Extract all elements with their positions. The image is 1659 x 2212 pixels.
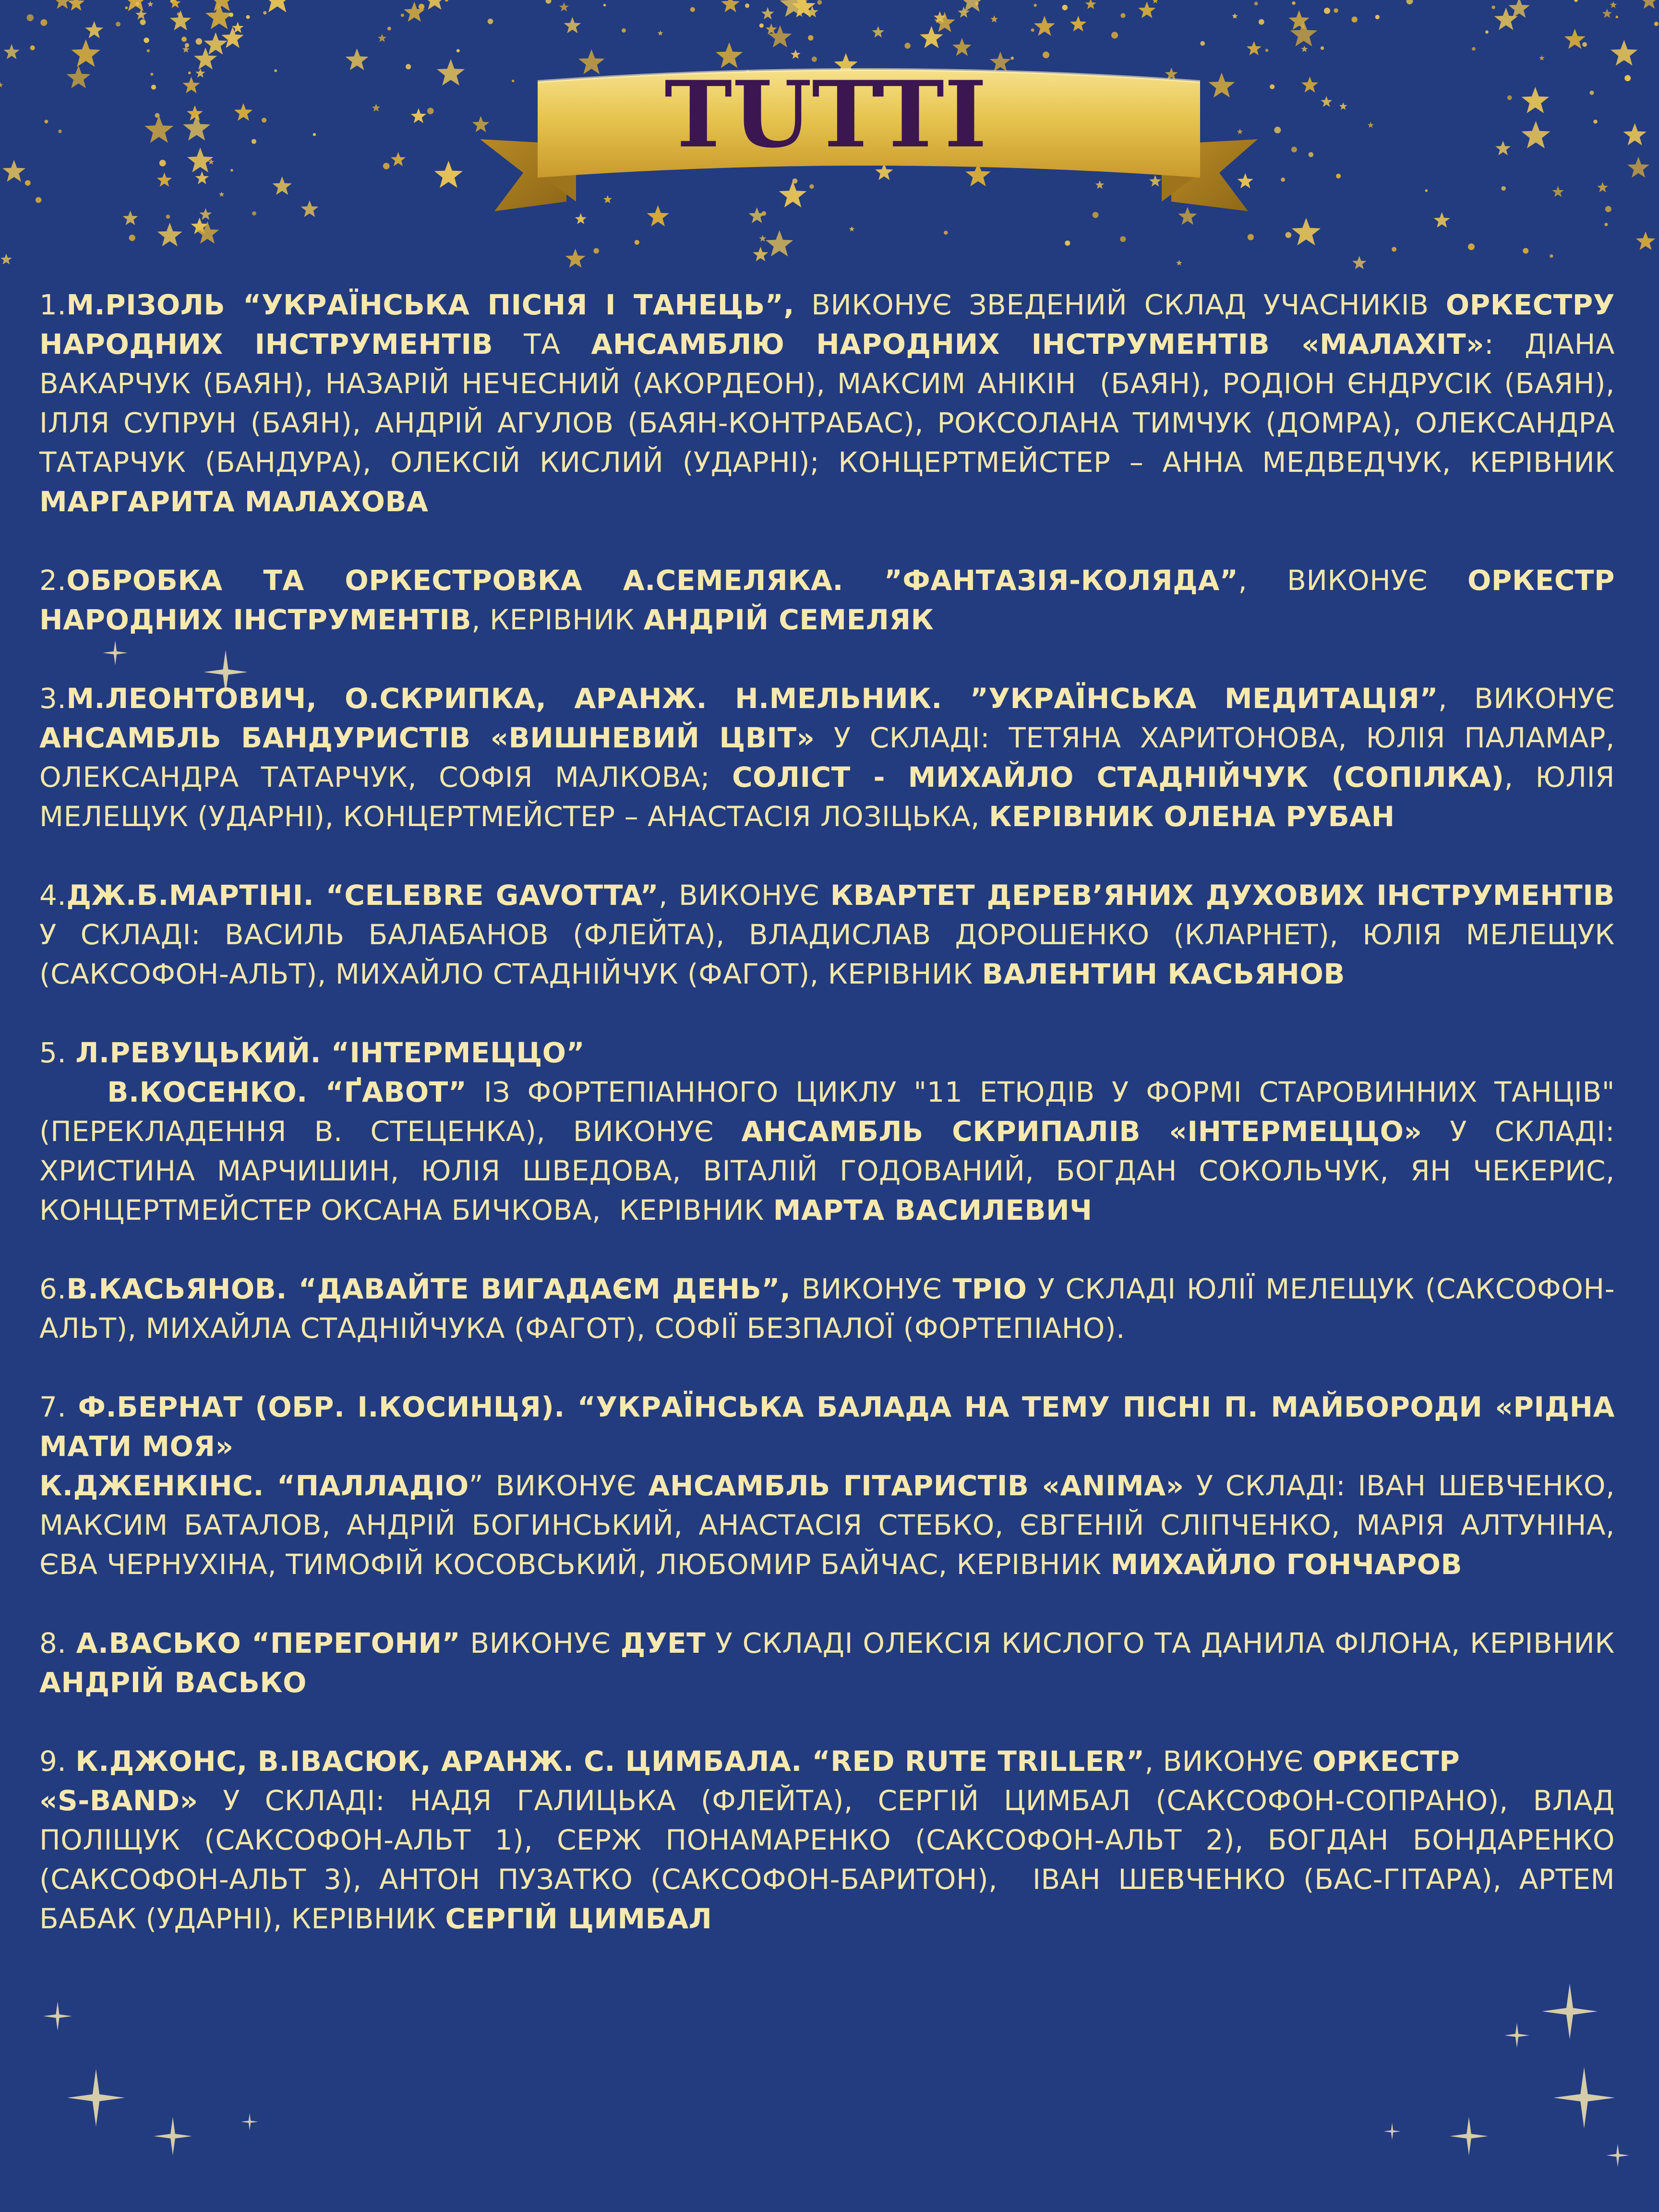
- gold-star: [1010, 57, 1014, 60]
- program-text: У СКЛАДІ: НАДЯ ГАЛИЦЬКА (ФЛЕЙТА), СЕРГІЙ ЦИМБАЛ (САКСОФОН-СОПРАНО), ВЛАД ПОЛІЩУК (САКСОФОН-АЛЬТ 1), СЕРЖ ПОНАМАРЕНКО (САКСОФОН-АЛЬТ 2), БОГДАН БОНДАРЕНКО (САКСОФОН-АЛЬТ 3), АНТОН ПУЗАТКО (САКСОФОН-БАРИТОН), ІВАН ШЕВЧЕНКО (БАС-ГІТАРА), АРТЕМ БАБАК (УДАРНІ), КЕРІВНИК: [39, 1784, 1624, 1935]
- sparkle-star: [1383, 2123, 1401, 2140]
- gold-star: [1590, 91, 1594, 95]
- sparkle-star: [241, 2113, 258, 2130]
- gold-star: [1200, 41, 1205, 46]
- program-text: У СКЛАДІ: ТЕТЯНА ХАРИТОНОВА, ЮЛІЯ ПАЛАМАР, ОЛЕКСАНДРА ТАТАРЧУК, СОФІЯ МАЛКОВА;: [39, 721, 1624, 793]
- gold-star: [1149, 175, 1161, 187]
- sparkle-star: [1606, 2144, 1629, 2167]
- program-text: , ЮЛІЯ МЕЛЕЩУК (УДАРНІ), КОНЦЕРТМЕЙСТЕР – АНАСТАСІЯ ЛОЗІЦЬКА,: [39, 761, 1624, 833]
- program-item: [39, 1033, 1624, 1230]
- program-text: : ДІАНА ВАКАРЧУК (БАЯН), НАЗАРІЙ НЕЧЕСНИЙ (АКОРДЕОН), МАКСИМ АНІКІН (БАЯН), РОДІОН ЄНДРУСІК (БАЯН), ІЛЛЯ СУПРУН (БАЯН), АНДРІЙ АГУЛОВ (БАЯН-КОНТРАБАС), РОКСОЛАНА ТИМЧУК (ДОМРА), ОЛЕКСАНДРА ТАТАРЧУК (БАНДУРА), ОЛЕКСІЙ КИСЛИЙ (УДАРНІ); КОНЦЕРТМЕЙСТЕР – АННА МЕДВЕДЧУК, КЕРІВНИК: [39, 328, 1624, 479]
- gold-star: [575, 213, 587, 224]
- page-title: TUTTI: [664, 61, 987, 168]
- gold-star: [25, 180, 31, 186]
- gold-star: [151, 84, 156, 89]
- program-bold-text: АНСАМБЛЬ ГІТАРИСТІВ «ANIMA»: [648, 1469, 1184, 1502]
- gold-star: [1265, 49, 1269, 52]
- gold-star: [1034, 4, 1036, 7]
- gold-star: [1352, 16, 1358, 22]
- program-item: [39, 1269, 1615, 1348]
- gold-star: [4, 44, 20, 60]
- gold-star: [1093, 212, 1099, 218]
- gold-star: [1574, 0, 1578, 2]
- gold-star: [1564, 29, 1586, 49]
- gold-star: [129, 235, 135, 241]
- program-bold-text: КВАРТЕТ ДЕРЕВ’ЯНИХ ДУХОВИХ ІНСТРУМЕНТІВ: [830, 879, 1615, 912]
- program-bold-text: В.КОСЕНКО. “ҐАВОТ”: [107, 1076, 467, 1108]
- gold-star: [759, 24, 764, 28]
- gold-star: [252, 139, 256, 144]
- gold-star: [272, 176, 292, 195]
- gold-star: [1034, 16, 1055, 36]
- program-bold-text: Л.РЕВУЦЬКИЙ. “ІНТЕРМЕЦЦО”: [75, 1036, 585, 1069]
- gold-star: [472, 116, 490, 132]
- gold-star: [721, 0, 740, 12]
- program-text: ІЗ ФОРТЕПІАННОГО ЦИКЛУ "11 ЕТЮДІВ У ФОРМІ СТАРОВИННИХ ТАНЦІВ" (ПЕРЕКЛАДЕННЯ В. СТЕЦЕНКА), ВИКОНУЄ: [39, 1076, 1624, 1148]
- gold-star: [990, 15, 998, 23]
- program-text: , ВИКОНУЄ: [659, 879, 830, 912]
- gold-star: [209, 0, 235, 12]
- program-bold-text: ОРКЕСТРУ НАРОДНИХ ІНСТРУМЕНТІВ: [39, 289, 1625, 361]
- gold-star: [1070, 16, 1087, 32]
- gold-star: [1237, 129, 1243, 134]
- gold-star: [313, 133, 316, 136]
- gold-star: [1281, 178, 1285, 182]
- gold-star: [1065, 240, 1070, 246]
- gold-star: [135, 2, 139, 6]
- gold-star: [1472, 47, 1476, 51]
- program-text: 9.: [39, 1745, 76, 1778]
- gold-star: [406, 64, 411, 69]
- gold-star: [230, 169, 233, 172]
- gold-star: [1152, 0, 1159, 3]
- gold-star: [166, 215, 170, 219]
- gold-star: [944, 231, 948, 235]
- gold-star: [578, 49, 605, 74]
- gold-star: [808, 35, 813, 40]
- gold-star: [766, 230, 793, 257]
- gold-star: [1593, 120, 1597, 123]
- gold-star: [372, 104, 380, 112]
- program-text: У СКЛАДІ: ВАСИЛЬ БАЛАБАНОВ (ФЛЕЙТА), ВЛАДИСЛАВ ДОРОШЕНКО (КЛАРНЕТ), ЮЛІЯ МЕЛЕЩУК (САКСОФОН-АЛЬТ), МИХАЙЛО СТАДНІЙЧУК (ФАГОТ), КЕРІВНИК: [39, 879, 1624, 990]
- program-text: 5.: [39, 1036, 76, 1069]
- gold-star: [378, 34, 386, 42]
- program-bold-text: Ф.БЕРНАТ (ОБР. І.КОСИНЦЯ). “УКРАЇНСЬКА БАЛАДА НА ТЕМУ ПІСНІ П. МАЙБОРОДИ «РІДНА МАТИ МОЯ»: [39, 1391, 1625, 1463]
- program-bold-text: АНСАМБЛЬ БАНДУРИСТІВ «ВИШНЕВИЙ ЦВІТ»: [39, 721, 815, 754]
- gold-star: [1247, 41, 1262, 56]
- gold-star: [690, 7, 695, 12]
- gold-star: [196, 38, 203, 45]
- gold-star: [434, 161, 463, 188]
- gold-star: [1627, 157, 1649, 178]
- gold-star: [1522, 87, 1550, 113]
- program-item: [39, 1623, 1624, 1702]
- program-text: ВИКОНУЄ ЗВЕДЕНИЙ СКЛАД УЧАСНИКІВ: [794, 289, 1446, 321]
- gold-star: [187, 147, 213, 172]
- gold-star: [123, 211, 138, 225]
- program-bold-text: ТРІО: [952, 1273, 1027, 1305]
- sparkle-star: [154, 2117, 192, 2155]
- gold-star: [1138, 1, 1155, 18]
- program-item: [39, 679, 1624, 836]
- gold-star: [2, 160, 25, 182]
- gold-star: [1321, 96, 1332, 107]
- gold-star: [0, 82, 3, 87]
- gold-star: [564, 17, 581, 33]
- program-bold-text: К.ДЖЕНКІНС. “ПАЛЛАДІО: [39, 1469, 469, 1502]
- program-bold-text: СЕРГІЙ ЦИМБАЛ: [445, 1902, 712, 1935]
- program-bold-text: МАРТА ВАСИЛЕВИЧ: [773, 1194, 1093, 1226]
- gold-star: [1301, 46, 1308, 52]
- program-bold-text: СОЛІСТ - МИХАЙЛО СТАДНІЙЧУК (СОПІЛКА): [732, 761, 1504, 793]
- program-text: , КЕРІВНИК: [471, 603, 644, 636]
- program-text: 4.: [39, 879, 67, 912]
- program-bold-text: ДУЕТ: [620, 1627, 706, 1659]
- program-text: 7.: [39, 1391, 78, 1423]
- gold-star: [1604, 223, 1608, 226]
- gold-star: [1031, 28, 1034, 32]
- gold-star: [387, 27, 391, 31]
- gold-star: [274, 69, 277, 72]
- gold-star: [1062, 5, 1068, 11]
- gold-star: [185, 43, 189, 48]
- gold-star: [1111, 32, 1118, 38]
- program-list: [39, 285, 1625, 1978]
- gold-star: [27, 14, 34, 21]
- sparkle-star: [1450, 2117, 1488, 2155]
- gold-star: [565, 249, 586, 268]
- gold-star: [647, 205, 669, 226]
- gold-star: [1321, 46, 1324, 50]
- gold-star: [1523, 248, 1528, 254]
- gold-star: [1501, 186, 1506, 191]
- gold-star: [1368, 122, 1374, 128]
- gold-star: [658, 30, 663, 36]
- program-text: У СКЛАДІ ЮЛІЇ МЕЛЕЩУК (САКСОФОН-АЛЬТ), МИХАЙЛА СТАДНІЙЧУКА (ФАГОТ), СОФІЇ БЕЗПАЛОЇ (ФОРТЕПІАНО).: [39, 1273, 1615, 1345]
- gold-star: [1623, 123, 1646, 145]
- gold-star: [1274, 127, 1281, 133]
- gold-star: [1120, 236, 1126, 242]
- gold-star: [1043, 51, 1049, 58]
- sparkle-star: [1542, 1984, 1598, 2039]
- gold-star: [1095, 180, 1105, 189]
- program-bold-text: «S-BAND»: [39, 1784, 198, 1817]
- program-bold-text: К.ДЖОНС, В.ІВАСЮК, АРАНЖ. С. ЦИМБАЛА. “RED RUTE TRILLER”: [75, 1745, 1145, 1778]
- gold-star: [559, 2, 569, 12]
- program-text: 2.: [39, 564, 67, 597]
- gold-star: [1550, 254, 1553, 258]
- gold-star: [1176, 260, 1182, 265]
- program-bold-text: КЕРІВНИК ОЛЕНА РУБАН: [989, 800, 1395, 833]
- program-bold-text: АНДРІЙ СЕМЕЛЯК: [643, 603, 934, 636]
- gold-star: [849, 226, 855, 231]
- gold-star: [159, 160, 166, 167]
- program-text: 3.: [39, 682, 67, 715]
- gold-star: [512, 80, 514, 82]
- gold-star: [779, 181, 807, 207]
- program-item: [39, 1387, 1625, 1584]
- gold-star: [1597, 182, 1608, 192]
- program-bold-text: АНСАМБЛЮ НАРОДНИХ ІНСТРУМЕНТІВ «МАЛАХІТ»: [591, 328, 1485, 361]
- gold-star: [170, 10, 191, 30]
- gold-star: [424, 0, 445, 10]
- gold-star: [1334, 8, 1338, 12]
- gold-star: [990, 51, 1011, 72]
- gold-star: [1552, 186, 1563, 197]
- gold-star: [1254, 1, 1258, 5]
- gold-star: [262, 118, 266, 122]
- gold-star: [147, 49, 150, 52]
- gold-star: [1602, 9, 1612, 18]
- gold-star: [1605, 206, 1611, 212]
- gold-star: [391, 152, 406, 167]
- gold-star: [195, 171, 209, 184]
- program-item: [39, 561, 1625, 639]
- gold-star: [1259, 19, 1264, 25]
- sparkle-star: [67, 2069, 125, 2127]
- gold-star: [488, 19, 493, 24]
- gold-star: [1238, 173, 1253, 189]
- gold-star: [1636, 231, 1656, 250]
- gold-star: [635, 240, 639, 245]
- gold-star: [346, 48, 369, 71]
- gold-star: [952, 38, 972, 56]
- gold-star: [195, 68, 205, 78]
- gold-star: [199, 208, 212, 220]
- gold-star: [187, 105, 203, 120]
- gold-star: [1610, 1, 1617, 8]
- gold-star: [1085, 0, 1096, 9]
- gold-star: [1339, 102, 1347, 110]
- program-item: [39, 876, 1624, 994]
- gold-star: [72, 39, 100, 67]
- gold-star: [1495, 141, 1511, 155]
- program-text: , ВИКОНУЄ: [1438, 682, 1624, 715]
- gold-star: [1494, 8, 1518, 30]
- program-item: [39, 285, 1625, 521]
- gold-star: [1508, 0, 1530, 18]
- program-bold-text: ОРКЕСТР: [1312, 1745, 1460, 1778]
- program-text: У СКЛАДІ: ХРИСТИНА МАРЧИШИН, ЮЛІЯ ШВЕДОВА, ВІТАЛІЙ ГОДОВАНИЙ, БОГДАН СОКОЛЬЧУК, ЯН ЧЕКЕРИС, КОНЦЕРТМЕЙСТЕР ОКСАНА БИЧКОВА, КЕРІВНИК: [39, 1115, 1624, 1226]
- gold-star: [817, 0, 822, 5]
- gold-star: [1270, 84, 1274, 89]
- gold-star: [229, 12, 233, 17]
- gold-star: [1336, 174, 1341, 179]
- gold-star: [1507, 96, 1512, 100]
- gold-star: [246, 15, 250, 19]
- gold-star: [1392, 247, 1396, 252]
- gold-star: [30, 46, 35, 50]
- gold-star: [1375, 15, 1380, 19]
- gold-star: [1289, 10, 1310, 30]
- gold-star: [1291, 147, 1297, 153]
- program-text: ВИКОНУЄ: [460, 1627, 621, 1659]
- gold-star: [745, 3, 749, 8]
- gold-star: [1309, 152, 1314, 157]
- gold-star: [759, 235, 766, 241]
- gold-star: [1292, 1, 1295, 5]
- gold-star: [761, 7, 774, 19]
- gold-star: [1301, 76, 1318, 93]
- gold-star: [445, 0, 448, 2]
- sparkle-star: [43, 2002, 72, 2031]
- gold-star: [1178, 207, 1197, 225]
- gold-star: [147, 1, 154, 7]
- program-text: 6.: [39, 1273, 67, 1305]
- gold-star: [125, 6, 128, 9]
- gold-star: [1292, 218, 1321, 245]
- program-text: У СКЛАДІ ОЛЕКСІЯ КИСЛОГО ТА ДАНИЛА ФІЛОНА, КЕРІВНИК: [706, 1627, 1624, 1659]
- gold-star: [1434, 212, 1450, 228]
- program-bold-text: ВАЛЕНТИН КАСЬЯНОВ: [982, 958, 1345, 990]
- gold-star: [157, 223, 182, 247]
- gold-star: [809, 184, 814, 189]
- program-bold-text: МИХАЙЛО ГОНЧАРОВ: [1110, 1548, 1463, 1581]
- program-bold-text: АНСАМБЛЬ СКРИПАЛІВ «ІНТЕРМЕЦЦО»: [741, 1115, 1422, 1148]
- gold-star: [40, 19, 47, 26]
- program-text: У СКЛАДІ: ІВАН ШЕВЧЕНКО, МАКСИМ БАТАЛОВ, АНДРІЙ БОГИНСЬКИЙ, АНАСТАСІЯ СТЕБКО, ЄВГЕНІЙ СЛІПЧЕНКО, МАРІЯ АЛТУНІНА, ЄВА ЧЕРНУХІНА, ТИМОФІЙ КОСОВСЬКИЙ, ЛЮБОМИР БАЙЧАС, КЕРІВНИК: [39, 1469, 1624, 1581]
- program-bold-text: ДЖ.Б.МАРТІНІ. “CELEBRE GAVOTTA”: [66, 879, 659, 912]
- gold-star: [1352, 256, 1366, 269]
- gold-star: [140, 19, 146, 25]
- gold-star: [1582, 42, 1587, 47]
- gold-star: [263, 11, 266, 14]
- gold-star: [301, 200, 319, 217]
- gold-star: [183, 115, 210, 141]
- gold-star: [68, 0, 84, 11]
- gold-star: [1468, 243, 1475, 250]
- gold-star: [791, 49, 801, 59]
- gold-star: [603, 195, 612, 203]
- gold-star: [419, 4, 424, 10]
- gold-star: [1407, 0, 1413, 4]
- gold-star: [181, 36, 187, 42]
- gold-star: [144, 116, 173, 143]
- gold-star: [904, 43, 910, 48]
- gold-star: [1324, 8, 1330, 14]
- gold-star: [1640, 0, 1659, 9]
- gold-star: [753, 247, 768, 261]
- gold-star: [411, 108, 427, 123]
- program-text: ВИКОНУЄ: [791, 1273, 953, 1305]
- program-text: 8.: [39, 1627, 76, 1659]
- program-bold-text: ОБРОБКА ТА ОРКЕСТРОВКА А.СЕМЕЛЯКА. ”ФАНТАЗІЯ-КОЛЯДА”: [66, 564, 1238, 597]
- gold-star: [1611, 40, 1637, 66]
- gold-star: [546, 0, 552, 4]
- gold-star: [58, 130, 61, 133]
- gold-star: [1209, 72, 1235, 97]
- gold-star: [1491, 6, 1495, 9]
- program-text: ” ВИКОНУЄ: [469, 1469, 649, 1502]
- program-bold-text: М.ЛЕОНТОВИЧ, О.СКРИПКА, АРАНЖ. Н.МЕЛЬНИК. ”УКРАЇНСЬКА МЕДИТАЦІЯ”: [66, 682, 1438, 715]
- program-text: , ВИКОНУЄ: [1238, 564, 1468, 597]
- program-text: 1.: [39, 289, 67, 321]
- gold-star: [0, 253, 12, 264]
- gold-star: [67, 66, 91, 88]
- gold-star: [1286, 232, 1292, 238]
- sparkle-star: [1504, 2023, 1529, 2048]
- gold-star: [1248, 234, 1254, 240]
- gold-star: [252, 211, 256, 216]
- gold-star: [85, 21, 103, 38]
- gold-star: [1521, 121, 1550, 148]
- gold-star: [761, 211, 766, 216]
- program-text: ТА: [493, 328, 591, 361]
- gold-star: [872, 26, 884, 37]
- gold-star: [1425, 189, 1428, 192]
- gold-star: [593, 248, 599, 254]
- gold-star: [1624, 75, 1631, 81]
- program-bold-text: В.КАСЬЯНОВ. “ДАВАЙТЕ ВИГАДАЄМ ДЕНЬ”,: [66, 1273, 791, 1305]
- gold-star: [182, 77, 200, 94]
- gold-star: [263, 0, 292, 12]
- gold-star: [45, 120, 48, 123]
- program-bold-text: А.ВАСЬКО “ПЕРЕГОНИ”: [76, 1627, 461, 1659]
- gold-star: [793, 179, 798, 184]
- gold-star: [766, 24, 777, 35]
- gold-star: [383, 163, 390, 169]
- gold-star: [401, 13, 404, 17]
- gold-star: [1232, 13, 1238, 19]
- gold-star: [188, 72, 191, 74]
- gold-star: [116, 22, 120, 26]
- gold-star: [427, 108, 434, 114]
- program-text: [39, 1076, 107, 1108]
- program-text: , ВИКОНУЄ: [1144, 1745, 1313, 1778]
- gold-star: [205, 3, 233, 29]
- gold-star: [135, 9, 147, 20]
- gold-star: [123, 0, 148, 12]
- gold-star: [150, 73, 153, 76]
- gold-star: [1616, 16, 1619, 19]
- sparkle-star: [1553, 2067, 1615, 2128]
- gold-star: [603, 4, 606, 7]
- gold-star: [144, 37, 149, 43]
- program-bold-text: М.РІЗОЛЬ “УКРАЇНСЬКА ПІСНЯ І ТАНЕЦЬ”,: [66, 289, 794, 321]
- gold-star: [1539, 55, 1545, 60]
- gold-star: [1485, 30, 1489, 34]
- gold-star: [234, 103, 253, 121]
- gold-star: [219, 192, 225, 197]
- gold-star: [1654, 22, 1659, 26]
- program-bold-text: АНДРІЙ ВАСЬКО: [39, 1666, 307, 1699]
- gold-star: [437, 59, 465, 85]
- gold-star: [622, 28, 626, 33]
- gold-star: [457, 49, 460, 52]
- program-bold-text: МАРГАРИТА МАЛАХОВА: [39, 485, 429, 518]
- gold-star: [157, 172, 172, 187]
- program-item: [39, 1742, 1624, 1938]
- program-bold-text: ОРКЕСТР НАРОДНИХ ІНСТРУМЕНТІВ: [39, 564, 1625, 636]
- gold-star: [36, 197, 41, 203]
- gold-star: [1120, 13, 1125, 18]
